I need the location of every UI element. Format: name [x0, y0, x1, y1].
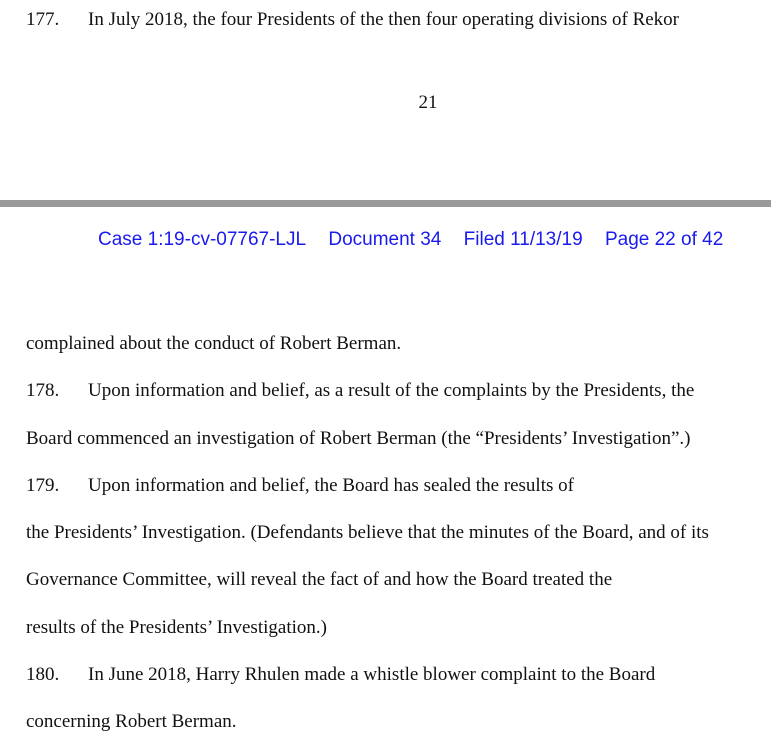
paragraph-179-line-3: Governance Committee, will reveal the fact of and how the Board treated the [26, 569, 613, 590]
paragraph-180-line-2: concerning Robert Berman. [26, 711, 237, 732]
paragraph-text: Upon information and belief, as a result of the complaints by the Presidents, the [88, 380, 695, 401]
paragraph-number: 180. [26, 664, 60, 685]
previous-page-section [0, 0, 771, 200]
page-indicator: Page 22 of 42 [604, 229, 724, 250]
filed-date: Filed 11/13/19 [463, 229, 583, 250]
paragraph-number: 178. [26, 380, 60, 401]
paragraph-number: 177. [26, 9, 60, 30]
case-number: Case 1:19-cv-07767-LJL [98, 229, 307, 250]
paragraph-178-line-2: Board commenced an investigation of Robert Berman (the “Presidents’ Investigation”.) [26, 428, 691, 449]
case-header [98, 228, 723, 252]
paragraph-177-line [26, 9, 679, 31]
paragraph-text: Upon information and belief, the Board has sealed the results of [88, 475, 574, 496]
paragraph-180-line-1 [26, 664, 655, 686]
page-divider [0, 200, 771, 207]
page-number: 21 [418, 92, 438, 113]
paragraph-179-line-2: the Presidents’ Investigation. (Defendants believe that the minutes of the Board, and of its [26, 522, 709, 543]
document-number: Document 34 [328, 229, 442, 250]
paragraph-179-line-1 [26, 475, 574, 497]
paragraph-number: 179. [26, 475, 60, 496]
paragraph-178-line-1 [26, 380, 694, 402]
paragraph-text: In June 2018, Harry Rhulen made a whistle blower complaint to the Board [88, 664, 656, 685]
paragraph-text: In July 2018, the four Presidents of the then four operating divisions of Rekor [88, 9, 680, 30]
paragraph-177-continuation: complained about the conduct of Robert Berman. [26, 333, 402, 354]
paragraph-179-line-4: results of the Presidents’ Investigation.) [26, 617, 327, 638]
